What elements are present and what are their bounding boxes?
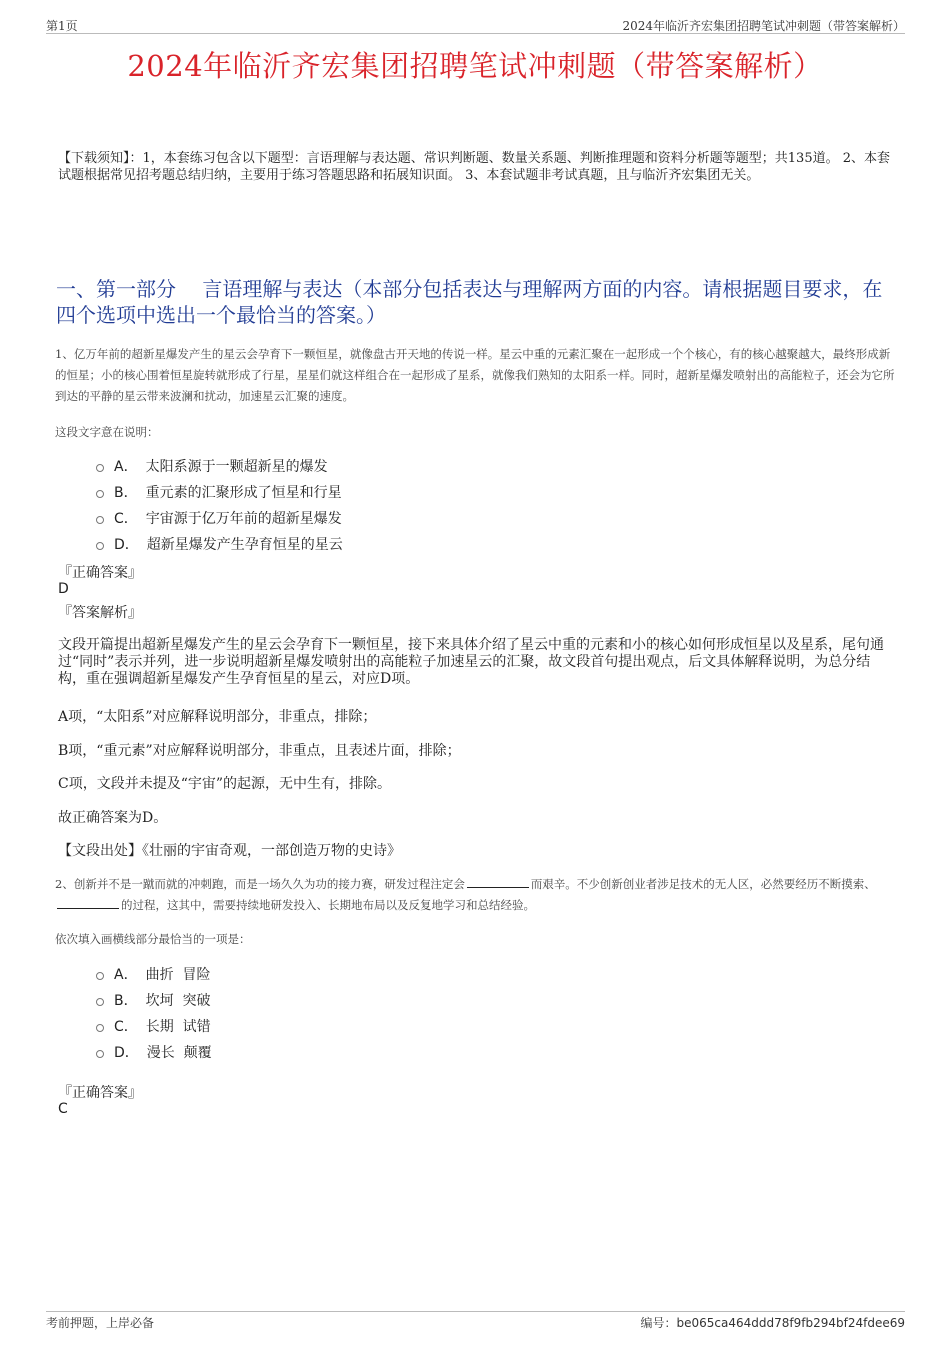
analysis-text: 文段开篇提出超新星爆发产生的星云会孕育下一颗恒星，接下来具体介绍了星云中重的元素和小的核心如何形成恒星以及星系，尾句通过“同时”表示并列，进一步说明超新星爆发喷射出的高能粒子加速星云的汇聚，故文段首句提出观点，后文具体解释说明，为总分结构，重在强调超新星爆发产生孕育恒星的星云，对应D项。: [58, 637, 884, 687]
option-b[interactable]: B． 坎坷 突破: [96, 987, 212, 1013]
question-2-prompt: 依次填入画横线部分最恰当的一项是：: [55, 932, 251, 946]
download-notice: 【下载须知】：1，本套练习包含以下题型：言语理解与表达题、常识判断题、数量关系题、判断推理题和资料分析题等题型；共135道。 2、本套试题根据常见招考题总结归纳，主要用于练习答题思路和拓展知识面。 3、本套试题非考试真题，且与临沂齐宏集团无关。: [58, 151, 890, 183]
radio-icon[interactable]: [96, 972, 104, 980]
option-a[interactable]: A． 太阳系源于一颗超新星的爆发: [96, 453, 343, 479]
radio-icon[interactable]: [96, 464, 104, 472]
answer-label: 『正确答案』: [58, 1085, 142, 1101]
question-2-text: 2、创新并不是一蹴而就的冲刺跑，而是一场久久为功的接力赛，研发过程注定会 而艰辛。不少创新创业者涉足技术的无人区，必然要经历不断摸索、的过程，这其中，需要持续地研发投入、长期地布局以及反复地学习和总结经验。: [55, 877, 876, 912]
answer-label: 『正确答案』: [58, 565, 142, 581]
question-2-options: [96, 961, 212, 1065]
header-divider: [46, 33, 905, 34]
passage-source: 【文段出处】《壮丽的宇宙奇观，一部创造万物的史诗》: [58, 843, 401, 859]
question-1-text: 1、亿万年前的超新星爆发产生的星云会孕育下一颗恒星，就像盘古开天地的传说一样。星云中重的元素汇聚在一起形成一个个核心，有的核心越聚越大，最终形成新的恒星；小的核心围着恒星旋转就形成了行星，星星们就这样组合在一起形成了星系，就像我们熟知的太阳系一样。同时，超新星爆发喷射出的高能粒子，还会为它所到达的平静的星云带来波澜和扰动，加速星云汇聚的速度。: [55, 347, 895, 403]
option-c[interactable]: C． 宇宙源于亿万年前的超新星爆发: [96, 505, 343, 531]
page-number: 第1页: [46, 19, 78, 33]
fill-blank-2[interactable]: [57, 897, 119, 909]
document-title: 2024年临沂齐宏集团招聘笔试冲刺题（带答案解析）: [127, 49, 823, 83]
radio-icon[interactable]: [96, 542, 104, 550]
radio-icon[interactable]: [96, 490, 104, 498]
analysis-conclusion: 故正确答案为D。: [58, 810, 168, 826]
option-b[interactable]: B． 重元素的汇聚形成了恒星和行星: [96, 479, 343, 505]
option-c[interactable]: C． 长期 试错: [96, 1013, 212, 1039]
option-d[interactable]: D． 漫长 颠覆: [96, 1039, 212, 1065]
answer-value: C: [58, 1101, 68, 1117]
section-heading: 一、第一部分 言语理解与表达（本部分包括表达与理解两方面的内容。请根据题目要求，在四个选项中选出一个最恰当的答案。）: [56, 277, 883, 327]
analysis-option-c: C项，文段并未提及“宇宙”的起源，无中生有，排除。: [58, 776, 392, 792]
footer-divider: [46, 1311, 905, 1312]
footer-code: 编号：be065ca464ddd78f9fb294bf24fdee69: [640, 1316, 905, 1330]
footer-slogan: 考前押题，上岸必备: [46, 1316, 155, 1330]
fill-blank-1[interactable]: [467, 876, 529, 888]
analysis-label: 『答案解析』: [58, 605, 142, 621]
radio-icon[interactable]: [96, 516, 104, 524]
analysis-option-a: A项，“太阳系”对应解释说明部分，非重点，排除；: [58, 709, 377, 725]
option-a[interactable]: A． 曲折 冒险: [96, 961, 212, 987]
analysis-option-b: B项，“重元素”对应解释说明部分，非重点，且表述片面，排除；: [58, 743, 461, 759]
radio-icon[interactable]: [96, 998, 104, 1006]
question-1-prompt: 这段文字意在说明：: [55, 425, 159, 439]
option-d[interactable]: D． 超新星爆发产生孕育恒星的星云: [96, 531, 343, 557]
header-doc-title: 2024年临沂齐宏集团招聘笔试冲刺题（带答案解析）: [622, 19, 905, 33]
question-1-options: [96, 453, 343, 557]
radio-icon[interactable]: [96, 1050, 104, 1058]
answer-value: D: [58, 581, 69, 597]
radio-icon[interactable]: [96, 1024, 104, 1032]
